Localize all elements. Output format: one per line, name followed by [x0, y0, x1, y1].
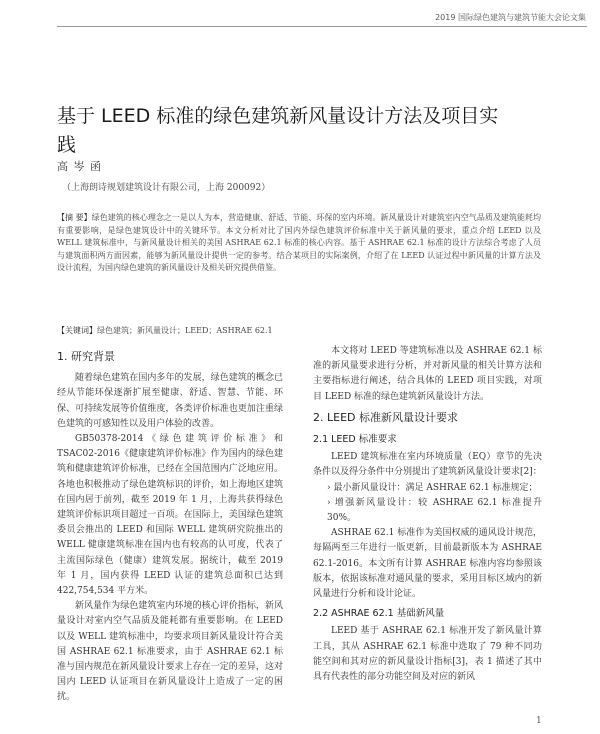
left-column — [57, 344, 283, 706]
paragraph: LEED 基于 ASHRAE 62.1 标准开发了新风量计算工具，其从 ASHRAE 62.1 标准中选取了 79 种不同功能空间和其对应的新风量设计指标[3]，表 1 描述了其中具有代表性的部分功能空间及对应的新风 — [313, 626, 542, 683]
abstract-label: 【摘 要】 — [57, 213, 92, 222]
paragraph: LEED 建筑标准在室内环境质量（EQ）章节的先决条件以及得分条件中分别提出了建筑新风量设计要求[2]： — [313, 452, 542, 478]
section-2-heading: 2. LEED 标准新风量设计要求 — [313, 410, 458, 424]
author-affiliation: （上海朗诗规划建筑设计有限公司，上海 200092） — [62, 183, 271, 193]
header-divider — [57, 26, 587, 27]
subsection-2-1-heading: 2.1 LEED 标准要求 — [313, 434, 397, 446]
section-1-heading: 1. 研究背景 — [57, 350, 115, 363]
paper-title: 基于 LEED 标准的绿色建筑新风量设计方法及项目实践 — [57, 105, 499, 156]
paragraph: 本文将对 LEED 等建筑标准以及 ASHRAE 62.1 标准的新风量要求进行分析，并对新风量的相关计算方法和主要指标进行阐述，结合具体的 LEED 项目实践，对项目 LEED 标准的绿色建筑新风量设计方法。 — [313, 346, 542, 402]
subsection-2-2-heading: 2.2 ASHRAE 62.1 基础新风量 — [313, 608, 445, 620]
paragraph: 随着绿色建筑在国内多年的发展，绿色建筑的概念已经从节能环保逐渐扩展至健康、舒适、智慧、节能、环保、可持续发展等价值维度，各类评价标准也更加注重绿色建筑的可感知性以及用户体验的改善。 — [57, 373, 283, 429]
list-item: › 增强新风量设计：较 ASHRAE 62.1 标准提升 30%。 — [327, 497, 542, 524]
keywords-label: 【关键词】 — [57, 326, 97, 335]
page-number: 1 — [536, 716, 542, 726]
abstract — [57, 212, 541, 275]
right-column — [313, 344, 542, 685]
abstract-text: 绿色建筑的核心理念之一是以人为本，营造健康、舒适、节能、环保的室内环境。新风量设计对建筑室内空气品质及建筑能耗均有重要影响，是绿色建筑设计中的关键环节。本文分析对比了国内外绿色建筑评价标准中关于新风量的要求，重点介绍 LEED 以及 WELL 建筑标准中，与新风量设计相关的美国 ASHRAE 62.1 标准的核心内容。基于 ASHRAE 62.1 标准的设计方法综合考虑了人员与建筑面积两方面因素，能够为新风量设计提供一定的参考。结合某项目的实际案例，介绍了在 LEED 认证过程中新风量的计算方法及设计流程，为国内绿色建筑的新风量设计及相关研究提供借鉴。 — [57, 213, 541, 273]
keywords-text: 绿色建筑；新风量设计；LEED；ASHRAE 62.1 — [97, 326, 273, 335]
paragraph: 新风量作为绿色建筑室内环境的核心评价指标，新风量设计对室内空气品质及能耗都有重要影响。在 LEED 以及 WELL 建筑标准中，均要求项目新风量设计符合美国 ASHRAE 62.1 标准要求，由于 ASHRAE 62.1 标准与国内规范在新风量设计要求上存在一定的差异，这对国内 LEED 认证项目在新风量设计上造成了一定的困扰。 — [57, 601, 283, 703]
list-item: › 最小新风量设计：满足 ASHRAE 62.1 标准规定； — [327, 482, 538, 493]
author-name: 高 岑 函 — [57, 160, 102, 173]
paragraph: ASHRAE 62.1 标准作为美国权威的通风设计规范，每隔两至三年进行一版更新，目前最新版本为 ASHRAE 62.1-2016。本文所有计算 ASHRAE 标准内容均参照该版本，依据该标准对通风量的要求，采用目标区域内的新风量进行分析和设计论证。 — [313, 528, 542, 600]
paragraph: GB50378-2014《绿色建筑评价标准》和 TSAC02-2016《健康建筑评价标准》作为国内的绿色建筑和健康建筑评价标准，已经在全国范围内广泛地应用。各地也积极推动了绿色建筑标识的评价，如上海地区建筑在国内居于前列，截至 2019 年 1 月，上海共获得绿色建筑评价标识项目超过一百项。在国际上，美国绿色建筑委员会推出的 LEED 和国际 WELL 建筑研究院推出的 WELL 健康建筑标准在国内也有较高的认可度，代表了主流国际绿色（健康）建筑发展。据统计，截至 2019 年 1 月，国内获得 LEED 认证的建筑总面积已达到 422,754,534 平方米。 — [57, 434, 283, 597]
keywords — [57, 325, 541, 336]
running-header: 2019 国际绿色建筑与建筑节能大会论文集 — [435, 13, 586, 22]
